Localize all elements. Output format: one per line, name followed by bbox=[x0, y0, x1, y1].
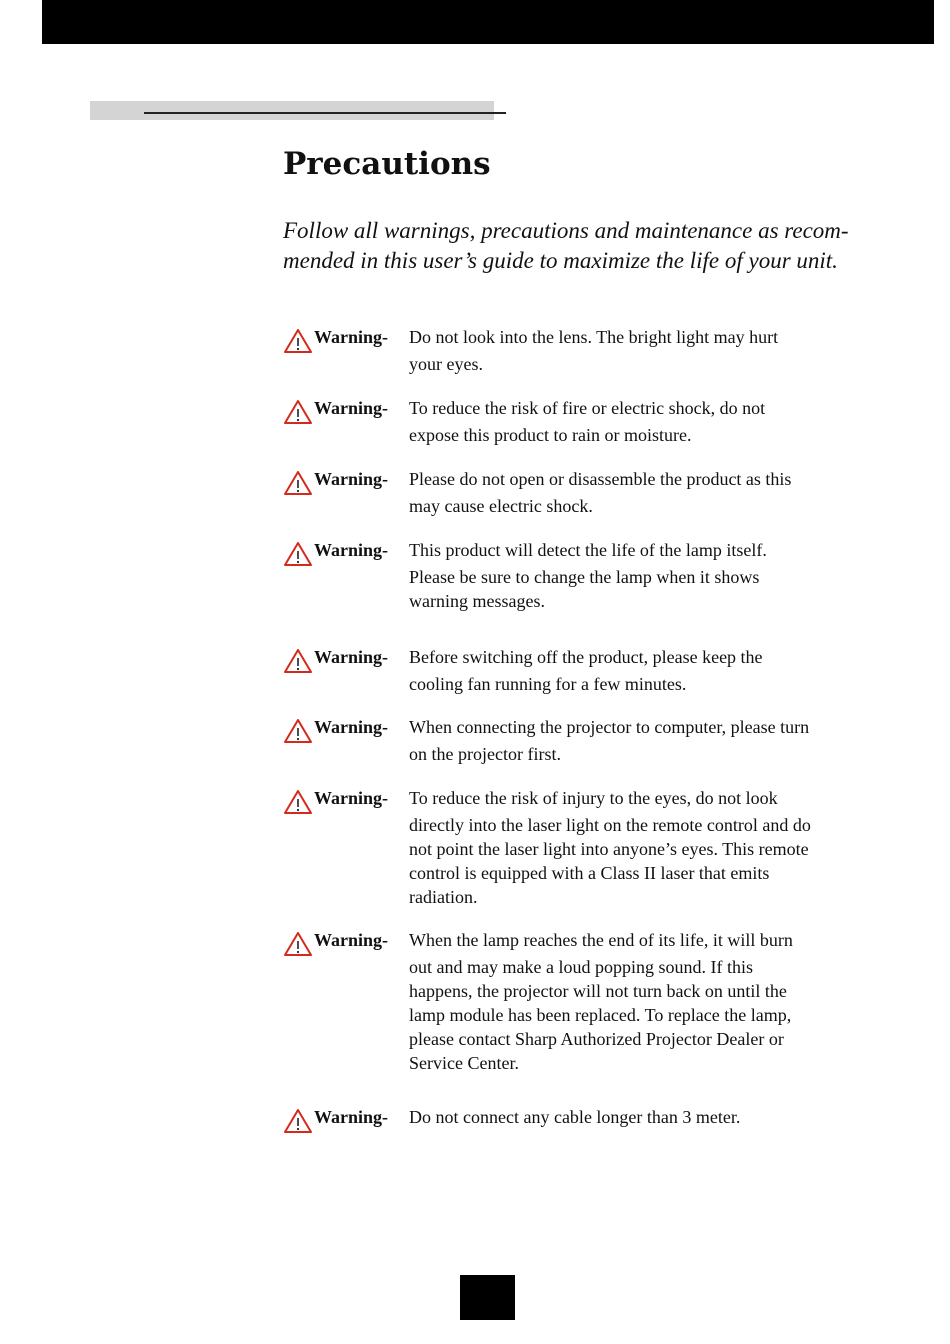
warning-triangle-icon bbox=[283, 541, 313, 567]
warning-text bbox=[409, 715, 889, 766]
warning-label: Warning- bbox=[314, 540, 389, 560]
warning-text-line: Please be sure to change the lamp when it shows bbox=[409, 567, 760, 587]
warning-label: Warning- bbox=[314, 788, 389, 808]
warning-text bbox=[409, 786, 889, 909]
header-bar bbox=[42, 0, 934, 44]
warning-triangle-icon bbox=[283, 648, 313, 674]
warning-triangle-icon bbox=[283, 718, 313, 744]
warning-text-line: may cause electric shock. bbox=[409, 496, 593, 516]
warning-triangle-icon bbox=[283, 1108, 313, 1134]
page-title: Precautions bbox=[283, 146, 491, 182]
warning-text-line: When connecting the projector to computer, please turn bbox=[409, 717, 810, 737]
intro-paragraph bbox=[283, 216, 883, 276]
warning-text-line: When the lamp reaches the end of its life, it will burn bbox=[409, 930, 793, 950]
warning-text-line: cooling fan running for a few minutes. bbox=[409, 674, 687, 694]
warning-label: Warning- bbox=[314, 327, 389, 347]
warning-triangle-icon bbox=[283, 328, 313, 354]
warning-text-line: warning messages. bbox=[409, 591, 545, 611]
warning-text-line: Before switching off the product, please keep the bbox=[409, 647, 763, 667]
warning-text-line: your eyes. bbox=[409, 354, 483, 374]
warning-text-line: radiation. bbox=[409, 887, 478, 907]
warning-text bbox=[409, 538, 889, 613]
warning-text-line: on the projector first. bbox=[409, 744, 561, 764]
warning-text-line: To reduce the risk of fire or electric shock, do not bbox=[409, 398, 766, 418]
warning-text-line: out and may make a loud popping sound. If this bbox=[409, 957, 753, 977]
warning-text-line: Please do not open or disassemble the product as this bbox=[409, 469, 792, 489]
warning-text-line: Do not look into the lens. The bright light may hurt bbox=[409, 327, 779, 347]
warning-text bbox=[409, 325, 889, 376]
warning-text-line: directly into the laser light on the remote control and do bbox=[409, 815, 811, 835]
warning-text-line: Service Center. bbox=[409, 1053, 519, 1073]
warning-label: Warning- bbox=[314, 930, 389, 950]
warning-text bbox=[409, 645, 889, 696]
warning-text-line: please contact Sharp Authorized Projector Dealer or bbox=[409, 1029, 784, 1049]
warning-text bbox=[409, 1105, 889, 1132]
warning-label: Warning- bbox=[314, 647, 389, 667]
warning-text-line: lamp module has been replaced. To replace the lamp, bbox=[409, 1005, 792, 1025]
warning-text bbox=[409, 467, 889, 518]
warning-triangle-icon bbox=[283, 789, 313, 815]
warning-text-line: To reduce the risk of injury to the eyes, do not look bbox=[409, 788, 778, 808]
warning-triangle-icon bbox=[283, 931, 313, 957]
warning-text-line: expose this product to rain or moisture. bbox=[409, 425, 692, 445]
warning-text-line: not point the laser light into anyone’s eyes. This remote bbox=[409, 839, 809, 859]
warning-triangle-icon bbox=[283, 470, 313, 496]
intro-line: mended in this user’s guide to maximize the life of your unit. bbox=[283, 248, 838, 273]
warning-text-line: control is equipped with a Class II laser that emits bbox=[409, 863, 770, 883]
warning-text bbox=[409, 928, 889, 1075]
warning-text-line: This product will detect the life of the lamp itself. bbox=[409, 540, 767, 560]
warning-label: Warning- bbox=[314, 469, 389, 489]
warning-label: Warning- bbox=[314, 398, 389, 418]
warning-text-line: Do not connect any cable longer than 3 meter. bbox=[409, 1107, 741, 1127]
section-band bbox=[90, 101, 494, 120]
section-rule bbox=[144, 112, 506, 114]
warning-text bbox=[409, 396, 889, 447]
intro-line: Follow all warnings, precautions and maintenance as recom- bbox=[283, 218, 849, 243]
warning-triangle-icon bbox=[283, 399, 313, 425]
warning-label: Warning- bbox=[314, 1107, 389, 1127]
warning-text-line: happens, the projector will not turn back on until the bbox=[409, 981, 787, 1001]
page-number-block bbox=[460, 1275, 515, 1320]
warning-label: Warning- bbox=[314, 717, 389, 737]
